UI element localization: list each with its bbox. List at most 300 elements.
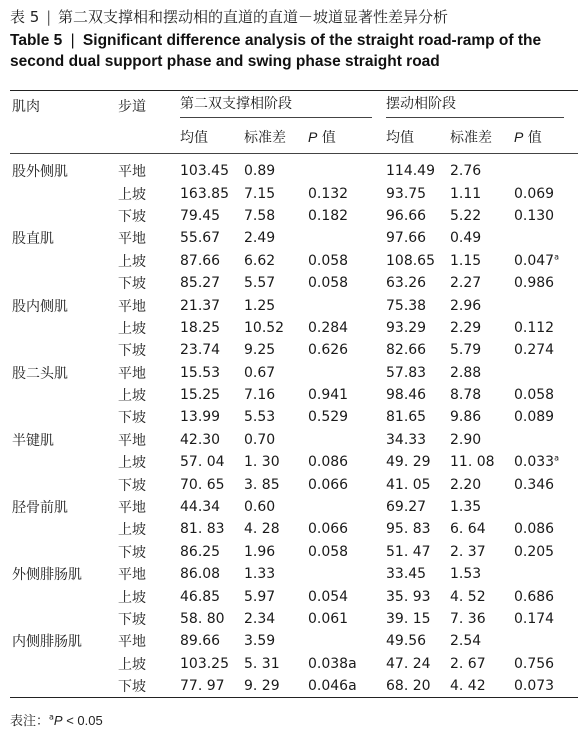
cell-muscle [10, 205, 118, 227]
cell-s2-text: 2.54 [450, 633, 482, 650]
cell-m2 [386, 317, 450, 339]
cell-muscle [10, 608, 118, 630]
cell-road-text: 上坡 [118, 455, 146, 472]
cell-p2-text: 0.047 [514, 252, 555, 269]
cell-p1 [308, 473, 386, 495]
cell-s1 [244, 272, 308, 294]
cell-s2 [450, 541, 514, 563]
header-p-letter: P [308, 128, 318, 145]
cell-m2 [386, 362, 450, 384]
cell-p1 [308, 294, 386, 316]
table-row [10, 518, 578, 540]
cell-p2-text: 0.986 [514, 275, 555, 292]
cell-road [118, 451, 180, 473]
data-table-wrapper [10, 90, 578, 698]
table-row [10, 272, 578, 294]
table-row [10, 473, 578, 495]
cell-m1 [180, 653, 244, 675]
cell-p2-text: 0.274 [514, 342, 555, 359]
cell-m1 [180, 362, 244, 384]
cell-road [118, 384, 180, 406]
cell-s1-text: 6.62 [244, 252, 276, 269]
cell-m2 [386, 384, 450, 406]
cell-s1 [244, 451, 308, 473]
cell-muscle-text: 胫骨前肌 [12, 500, 68, 517]
cell-road [118, 563, 180, 585]
cell-s1 [244, 630, 308, 652]
cell-p1 [308, 406, 386, 428]
cell-s2 [450, 563, 514, 585]
footnote-p: P [53, 713, 63, 728]
cell-m2-text: 114.49 [386, 163, 435, 180]
cell-s1-text: 5.53 [244, 409, 276, 426]
cell-road-text: 下坡 [118, 477, 146, 494]
cell-m1-text: 58. 80 [180, 611, 225, 627]
cell-s2 [450, 406, 514, 428]
cell-road-text: 上坡 [118, 320, 146, 337]
cell-p2-text: 0.130 [514, 207, 555, 224]
cell-p2 [514, 473, 578, 495]
cell-road-text: 平地 [118, 567, 146, 584]
cell-road [118, 653, 180, 675]
cell-s2-text: 6. 64 [450, 521, 486, 538]
caption-cn-text: 第二双支撑相和摆动相的直道的直道－坡道显著性差异分析 [57, 8, 448, 26]
cell-s2 [450, 182, 514, 204]
footnote-sup: a [49, 712, 54, 722]
header-mean-2: 均值 [386, 120, 450, 154]
cell-p1 [308, 563, 386, 585]
table-footnote [10, 710, 103, 729]
cell-p1 [308, 675, 386, 698]
cell-p1-text: 0.066 [308, 476, 349, 493]
cell-muscle [10, 154, 118, 183]
cell-m2 [386, 518, 450, 540]
cell-s1-text: 7.58 [244, 207, 276, 224]
cell-m1 [180, 585, 244, 607]
cell-s2-text: 11. 08 [450, 454, 495, 471]
header-p-2 [514, 120, 578, 154]
table-row [10, 205, 578, 227]
cell-p2-text: 0.346 [514, 476, 555, 493]
cell-p2 [514, 339, 578, 361]
header-empty [118, 120, 180, 154]
cell-p2 [514, 250, 578, 272]
cell-s2 [450, 518, 514, 540]
table-row [10, 541, 578, 563]
cell-p1 [308, 653, 386, 675]
cell-m2-text: 75.38 [386, 297, 427, 314]
cell-m2-text: 93.29 [386, 319, 427, 336]
cell-p2 [514, 182, 578, 204]
cell-s2 [450, 294, 514, 316]
cell-road [118, 406, 180, 428]
cell-muscle [10, 182, 118, 204]
cell-m1-text: 18.25 [180, 319, 221, 336]
cell-s1 [244, 182, 308, 204]
cell-s2 [450, 496, 514, 518]
caption-en-separator: | [70, 32, 75, 49]
header-sd-1: 标准差 [244, 120, 308, 154]
cell-p1-text: 0.086 [308, 454, 349, 471]
cell-p1 [308, 496, 386, 518]
table-row [10, 154, 578, 183]
cell-muscle-text: 股二头肌 [12, 365, 68, 382]
cell-muscle [10, 272, 118, 294]
cell-m2-text: 82.66 [386, 342, 427, 359]
cell-p2-superscript: a [554, 252, 559, 262]
cell-s1-text: 7.15 [244, 185, 276, 202]
cell-p1 [308, 205, 386, 227]
cell-m2 [386, 675, 450, 698]
cell-s1 [244, 563, 308, 585]
footnote-prefix: 表注： [10, 714, 50, 729]
cell-road [118, 473, 180, 495]
cell-m1-text: 163.85 [180, 185, 229, 202]
cell-m1 [180, 339, 244, 361]
cell-s1 [244, 294, 308, 316]
cell-s2-text: 2. 37 [450, 543, 486, 560]
cell-m2-text: 51. 47 [386, 543, 431, 560]
cell-p2-text: 0.089 [514, 409, 555, 426]
cell-s2-text: 2.76 [450, 163, 482, 180]
cell-m1 [180, 317, 244, 339]
cell-s2-text: 1.11 [450, 185, 482, 202]
cell-m1-text: 77. 97 [180, 678, 225, 695]
cell-s2-text: 4. 52 [450, 588, 486, 605]
header-mean-1: 均值 [180, 120, 244, 154]
cell-s2 [450, 585, 514, 607]
cell-s1 [244, 317, 308, 339]
cell-m2-text: 57.83 [386, 364, 427, 381]
cell-muscle [10, 429, 118, 451]
cell-s2 [450, 630, 514, 652]
cell-s2-text: 5.22 [450, 207, 482, 224]
cell-m2-text: 35. 93 [386, 588, 431, 605]
cell-s1 [244, 362, 308, 384]
cell-m1 [180, 294, 244, 316]
cell-road-text: 平地 [118, 231, 146, 248]
table-body [10, 154, 578, 698]
header-muscle: 肌肉 [10, 91, 118, 121]
cell-m1 [180, 630, 244, 652]
cell-p2 [514, 585, 578, 607]
cell-p2 [514, 496, 578, 518]
cell-m2-text: 63.26 [386, 275, 427, 292]
cell-s2 [450, 653, 514, 675]
cell-s1 [244, 250, 308, 272]
cell-muscle [10, 250, 118, 272]
cell-p1 [308, 518, 386, 540]
header-road: 步道 [118, 91, 180, 121]
cell-muscle [10, 451, 118, 473]
cell-m1-text: 89.66 [180, 633, 221, 650]
cell-muscle [10, 653, 118, 675]
cell-road-text: 上坡 [118, 589, 146, 606]
cell-muscle [10, 585, 118, 607]
cell-road-text: 上坡 [118, 253, 146, 270]
table-row [10, 563, 578, 585]
cell-m1-text: 13.99 [180, 409, 221, 426]
cell-m2-text: 34.33 [386, 431, 427, 448]
cell-m1-text: 87.66 [180, 252, 221, 269]
cell-road-text: 平地 [118, 365, 146, 382]
cell-s2 [450, 272, 514, 294]
cell-s2 [450, 154, 514, 183]
cell-m2-text: 69.27 [386, 499, 427, 516]
cell-s2-text: 2. 67 [450, 655, 486, 672]
footnote-text: < 0.05 [62, 713, 103, 728]
table-row [10, 294, 578, 316]
table-caption [10, 6, 582, 72]
cell-p2 [514, 541, 578, 563]
cell-m1 [180, 384, 244, 406]
cell-p2 [514, 518, 578, 540]
cell-muscle [10, 563, 118, 585]
cell-p1-text: 0.058 [308, 543, 349, 560]
cell-s1 [244, 406, 308, 428]
cell-m2 [386, 608, 450, 630]
cell-m1-text: 85.27 [180, 275, 221, 292]
cell-s2 [450, 250, 514, 272]
cell-muscle [10, 406, 118, 428]
cell-s1 [244, 154, 308, 183]
cell-s2-text: 7. 36 [450, 611, 486, 627]
cell-s1-text: 0.89 [244, 163, 276, 180]
cell-m1-text: 86.25 [180, 543, 221, 560]
cell-s1 [244, 227, 308, 249]
cell-m2 [386, 205, 450, 227]
cell-road [118, 585, 180, 607]
header-p-1 [308, 120, 386, 154]
cell-s2 [450, 429, 514, 451]
cell-m1-text: 103.25 [180, 655, 229, 672]
cell-muscle-text: 股直肌 [12, 231, 54, 248]
cell-m1-text: 15.53 [180, 364, 221, 381]
cell-m2 [386, 496, 450, 518]
cell-road-text: 下坡 [118, 410, 146, 427]
cell-s1-text: 5.97 [244, 588, 276, 605]
cell-s1 [244, 675, 308, 698]
cell-road-text: 平地 [118, 164, 146, 181]
cell-p1-text: 0.941 [308, 387, 349, 404]
table-row [10, 317, 578, 339]
cell-p1 [308, 317, 386, 339]
cell-m2-text: 49.56 [386, 633, 427, 650]
cell-s2 [450, 317, 514, 339]
table-row [10, 406, 578, 428]
cell-p2-text: 0.174 [514, 611, 555, 627]
cell-road [118, 205, 180, 227]
cell-p1-text: 0.626 [308, 342, 349, 359]
cell-muscle-text: 内侧腓肠肌 [12, 634, 82, 651]
cell-muscle [10, 630, 118, 652]
cell-s2-text: 1.15 [450, 252, 482, 269]
cell-m1-text: 79.45 [180, 207, 221, 224]
cell-muscle [10, 317, 118, 339]
cell-p1-text: 0.132 [308, 185, 349, 202]
cell-road-text: 平地 [118, 298, 146, 315]
cell-m2 [386, 339, 450, 361]
cell-p1 [308, 585, 386, 607]
cell-road-text: 平地 [118, 500, 146, 517]
cell-s1-text: 0.60 [244, 499, 276, 516]
cell-p1 [308, 250, 386, 272]
cell-p1 [308, 608, 386, 630]
cell-s2-text: 9.86 [450, 409, 482, 426]
cell-muscle [10, 362, 118, 384]
cell-road [118, 227, 180, 249]
cell-p1 [308, 451, 386, 473]
header-group-dual-support [180, 91, 386, 121]
cell-road-text: 下坡 [118, 612, 146, 628]
cell-p2 [514, 451, 578, 473]
cell-muscle [10, 473, 118, 495]
cell-m1 [180, 518, 244, 540]
cell-m1 [180, 205, 244, 227]
cell-s1-text: 5. 31 [244, 655, 280, 672]
cell-muscle [10, 227, 118, 249]
cell-s1-text: 1.96 [244, 543, 276, 560]
cell-road-text: 上坡 [118, 522, 146, 539]
cell-m1 [180, 473, 244, 495]
cell-m2 [386, 630, 450, 652]
cell-p2 [514, 675, 578, 698]
cell-m2 [386, 250, 450, 272]
cell-m2 [386, 585, 450, 607]
cell-m1-text: 42.30 [180, 431, 221, 448]
cell-p1-text: 0.038a [308, 655, 357, 672]
cell-s2-text: 2.29 [450, 319, 482, 336]
cell-s2-text: 5.79 [450, 342, 482, 359]
cell-p1-text: 0.058 [308, 275, 349, 292]
cell-s1-text: 9.25 [244, 342, 276, 359]
cell-p1 [308, 541, 386, 563]
cell-s1 [244, 473, 308, 495]
header-group-dual-support-label: 第二双支撑相阶段 [180, 93, 372, 118]
cell-m2-text: 95. 83 [386, 521, 431, 538]
cell-s1-text: 0.67 [244, 364, 276, 381]
table-row [10, 362, 578, 384]
cell-road [118, 518, 180, 540]
cell-p2 [514, 563, 578, 585]
cell-road-text: 下坡 [118, 679, 146, 696]
cell-s2-text: 0.49 [450, 230, 482, 247]
cell-p2 [514, 429, 578, 451]
cell-m1 [180, 451, 244, 473]
cell-p2 [514, 272, 578, 294]
cell-s1-text: 3.59 [244, 633, 276, 650]
cell-s1-text: 9. 29 [244, 678, 280, 695]
cell-road [118, 154, 180, 183]
header-empty [10, 120, 118, 154]
cell-m1-text: 103.45 [180, 163, 229, 180]
cell-s1-text: 1.25 [244, 297, 276, 314]
cell-m2 [386, 272, 450, 294]
cell-p2-text: 0.073 [514, 678, 555, 695]
cell-m2-text: 33.45 [386, 566, 427, 583]
cell-s2-text: 2.96 [450, 297, 482, 314]
table-row [10, 182, 578, 204]
cell-p1-text: 0.529 [308, 409, 349, 426]
cell-m2-text: 68. 20 [386, 678, 431, 695]
cell-m2 [386, 563, 450, 585]
cell-m2 [386, 473, 450, 495]
cell-s2 [450, 205, 514, 227]
cell-road [118, 429, 180, 451]
cell-s2 [450, 362, 514, 384]
cell-m1 [180, 675, 244, 698]
table-row [10, 451, 578, 473]
cell-road [118, 317, 180, 339]
cell-road-text: 上坡 [118, 656, 146, 673]
header-group-swing-label: 摆动相阶段 [386, 93, 564, 118]
cell-m2 [386, 653, 450, 675]
cell-muscle-text: 半键肌 [12, 432, 54, 449]
cell-m2 [386, 227, 450, 249]
table-row [10, 630, 578, 652]
table-row [10, 675, 578, 698]
cell-s1 [244, 384, 308, 406]
cell-m1-text: 81. 83 [180, 521, 225, 538]
cell-p2 [514, 294, 578, 316]
cell-p1-text: 0.061 [308, 611, 349, 627]
cell-m2-text: 96.66 [386, 207, 427, 224]
cell-s1-text: 0.70 [244, 431, 276, 448]
caption-cn-label: 表 5 [10, 8, 40, 26]
cell-s1-text: 4. 28 [244, 521, 280, 538]
cell-road-text: 平地 [118, 634, 146, 651]
table-row [10, 227, 578, 249]
cell-road-text: 上坡 [118, 388, 146, 405]
cell-muscle-text: 外侧腓肠肌 [12, 567, 82, 584]
cell-road [118, 182, 180, 204]
cell-p2 [514, 406, 578, 428]
cell-m2 [386, 294, 450, 316]
cell-p2 [514, 154, 578, 183]
cell-p1 [308, 182, 386, 204]
cell-m2 [386, 429, 450, 451]
header-p-suffix: 值 [523, 129, 542, 146]
cell-s1-text: 10.52 [244, 319, 285, 336]
cell-s2 [450, 608, 514, 630]
cell-road [118, 630, 180, 652]
cell-p2-text: 0.058 [514, 387, 555, 404]
cell-m1-text: 15.25 [180, 387, 221, 404]
caption-en-label: Table 5 [10, 32, 63, 49]
table-row [10, 339, 578, 361]
cell-muscle-text: 股内侧肌 [12, 298, 68, 315]
cell-muscle-text: 股外侧肌 [12, 164, 68, 181]
cell-s1 [244, 608, 308, 630]
cell-p2 [514, 317, 578, 339]
cell-p2 [514, 205, 578, 227]
cell-m1-text: 57. 04 [180, 454, 225, 471]
header-p-suffix: 值 [317, 129, 336, 146]
cell-p1 [308, 429, 386, 451]
cell-m1 [180, 227, 244, 249]
cell-s1-text: 1.33 [244, 566, 276, 583]
cell-p2 [514, 384, 578, 406]
cell-p1 [308, 339, 386, 361]
cell-m2-text: 81.65 [386, 409, 427, 426]
cell-m2 [386, 406, 450, 428]
caption-english [10, 30, 582, 72]
cell-p2-text: 0.069 [514, 185, 555, 202]
cell-m1 [180, 250, 244, 272]
cell-m2-text: 41. 05 [386, 476, 431, 493]
cell-m2 [386, 451, 450, 473]
cell-s1-text: 2.34 [244, 611, 276, 627]
